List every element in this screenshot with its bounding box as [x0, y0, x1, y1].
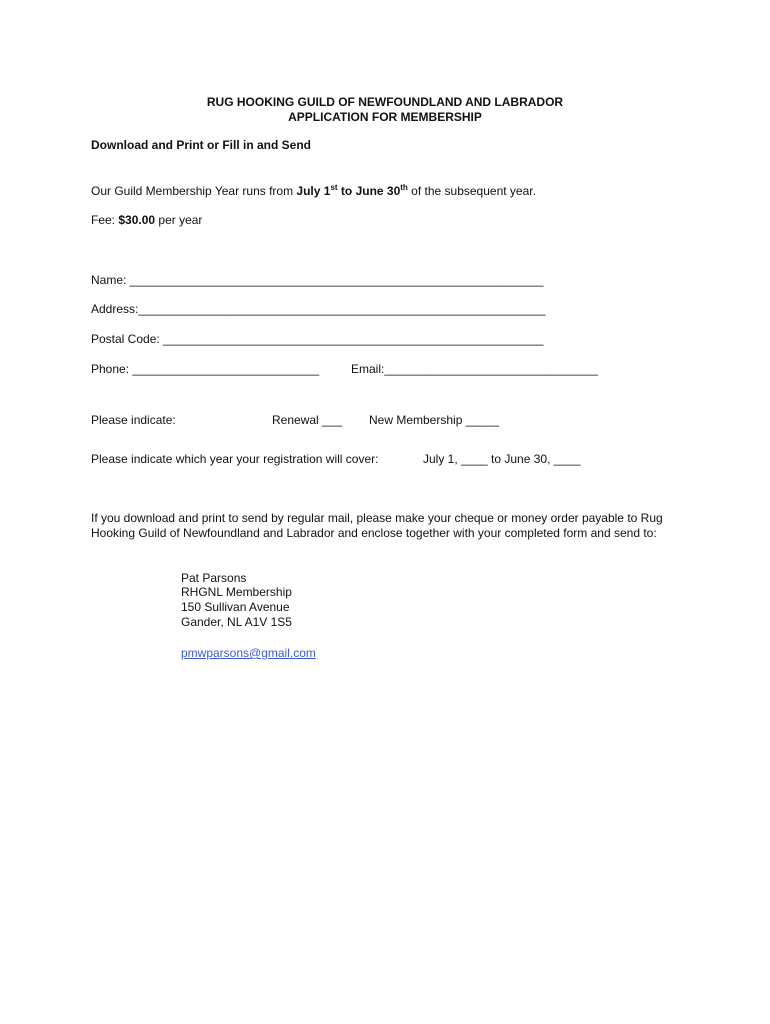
indicate-label: Please indicate: — [91, 413, 176, 427]
mail-instructions: If you download and print to send by regular mail, please make your cheque or money order payable to Rug Hooking Guild of Newfoundland and Labrador and enclose together with your completed form and send to: — [91, 511, 663, 540]
fee-amount: $30.00 — [118, 213, 156, 227]
new-membership-option[interactable]: New Membership _____ — [369, 413, 500, 427]
form-title: RUG HOOKING GUILD OF NEWFOUNDLAND AND LABRADOR — [206, 95, 564, 109]
membership-year-prefix: Our Guild Membership Year runs from — [91, 184, 297, 198]
membership-year-start — [296, 184, 407, 198]
year-cover-label: Please indicate which year your registration will cover: — [91, 452, 379, 466]
name-field[interactable]: Name: ______________________________________________________________ — [91, 273, 544, 287]
fee-suffix: per year — [155, 213, 203, 227]
address-line-3: 150 Sullivan Avenue — [181, 600, 290, 614]
subheading: Download and Print or Fill in and Send — [91, 138, 312, 152]
start-sup: st — [330, 183, 338, 192]
postal-code-field[interactable]: Postal Code: _________________________________________________________ — [91, 332, 544, 346]
membership-year-suffix: of the subsequent year. — [407, 184, 536, 198]
email-link-wrapper — [181, 646, 316, 661]
year-cover-range[interactable]: July 1, ____ to June 30, ____ — [423, 452, 581, 466]
membership-year-text — [91, 184, 536, 199]
address-field[interactable]: Address:_____________________________________________________________ — [91, 302, 546, 316]
fee-label: Fee: — [91, 213, 119, 227]
end-sup: th — [400, 183, 408, 192]
fee-line — [91, 213, 202, 228]
address-line-4: Gander, NL A1V 1S5 — [181, 615, 292, 629]
end-month: to June 30 — [337, 184, 401, 198]
form-subtitle: APPLICATION FOR MEMBERSHIP — [288, 110, 482, 124]
email-field[interactable]: Email:________________________________ — [351, 362, 598, 376]
renewal-option[interactable]: Renewal ___ — [272, 413, 343, 427]
start-month: July 1 — [296, 184, 331, 198]
address-line-1: Pat Parsons — [181, 571, 247, 585]
phone-field[interactable]: Phone: ____________________________ — [91, 362, 320, 376]
address-line-2: RHGNL Membership — [181, 585, 292, 599]
email-link[interactable]: pmwparsons@gmail.com — [181, 646, 316, 660]
